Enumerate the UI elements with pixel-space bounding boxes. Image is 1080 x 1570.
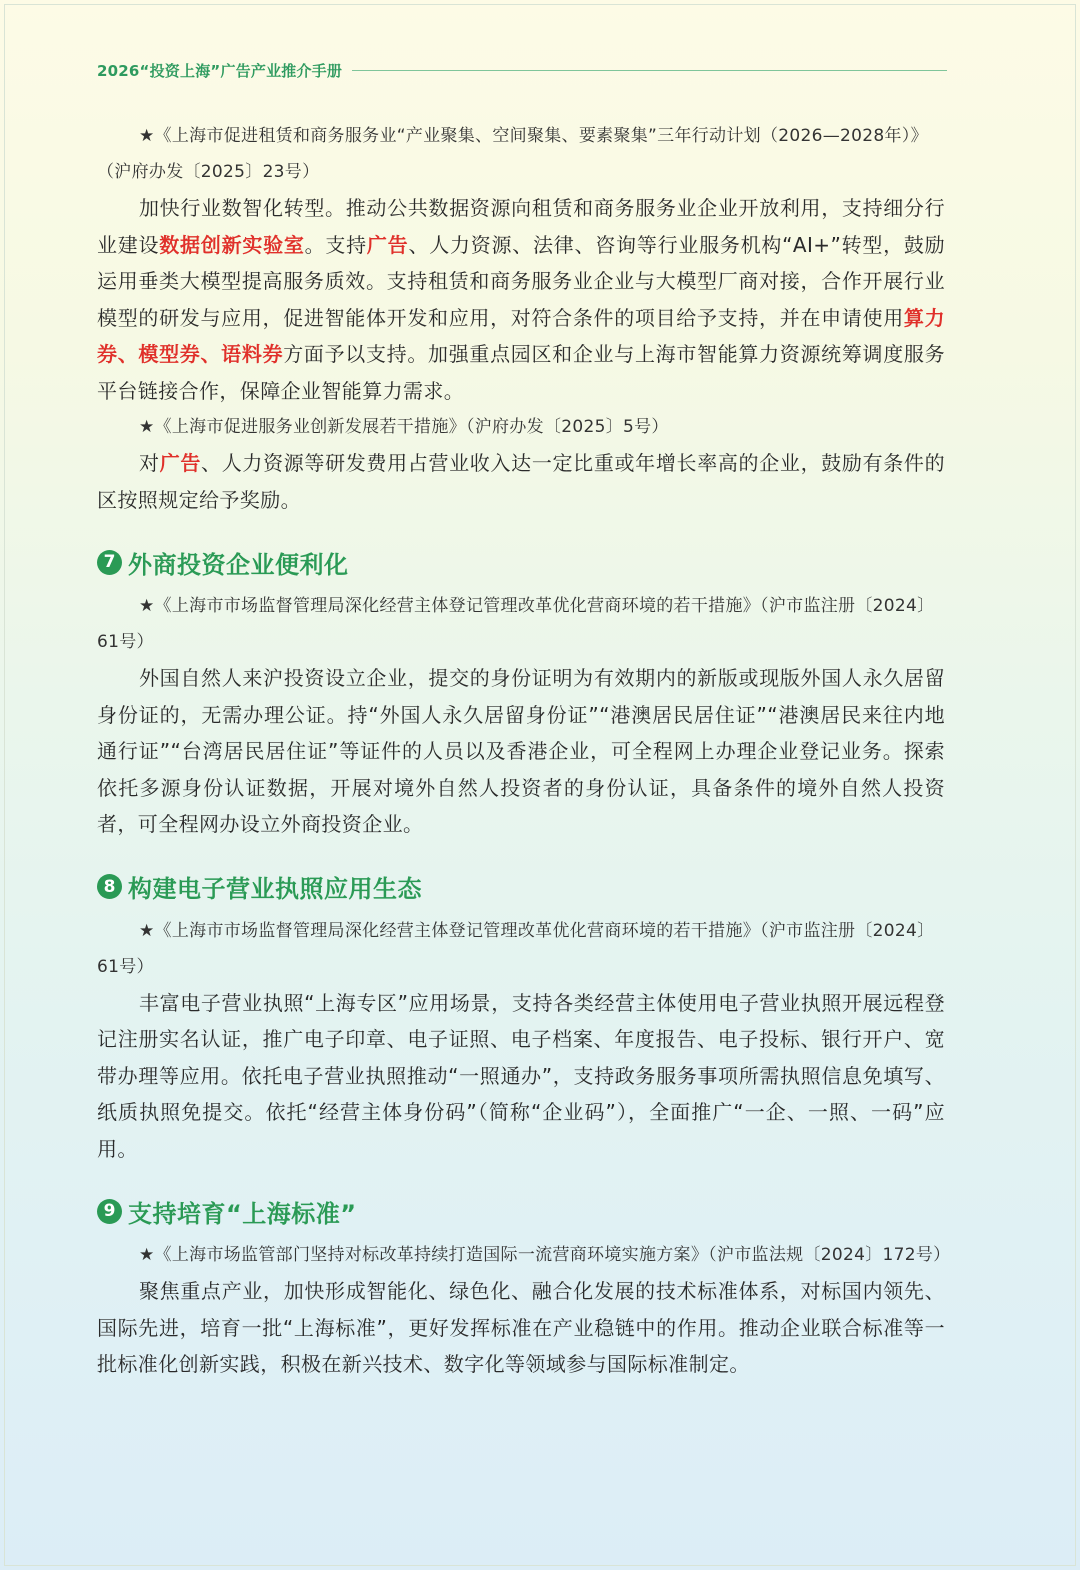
- number-badge: 8: [97, 874, 122, 899]
- highlight-text: 数据创新实验室: [159, 232, 305, 257]
- text-run: 、人力资源等研发费用占营业收入达一定比重或年增长率高的企业，鼓励有条件的区按照规定给予奖励。: [97, 451, 946, 512]
- text-run: 对: [139, 451, 160, 475]
- header-title: 2026“投资上海”广告产业推介手册: [97, 61, 343, 80]
- policy-citation: ★《上海市市场监督管理局深化经营主体登记管理改革优化营商环境的若干措施》（沪市监注册〔2024〕61号）: [97, 920, 935, 977]
- highlight-text: 算力券、模型券、语料券: [97, 305, 945, 366]
- number-badge: 9: [97, 1199, 122, 1224]
- section-heading-8: [97, 869, 945, 905]
- text-run: 、人力资源、法律、咨询等行业服务机构“AI+”转型，鼓励运用垂类大模型提高服务质效。支持租赁和商务服务业企业与大模型厂商对接，合作开展行业模型的研发与应用，促进智能体开发和应用，对符合条件的项目给予支持，并在申请使用: [97, 232, 946, 330]
- number-badge: 7: [97, 550, 122, 575]
- body-paragraph: 外国自然人来沪投资设立企业，提交的身份证明为有效期内的新版或现版外国人永久居留身份证的，无需办理公证。持“外国人永久居留身份证”“港澳居民居住证”“港澳居民来往内地通行证”“台湾居民居住证”等证件的人员以及香港企业，可全程网上办理企业登记业务。探索依托多源身份认证数据，开展对境外自然人投资者的身份认证，具备条件的境外自然人投资者，可全程网办设立外商投资企业。: [97, 666, 945, 836]
- section-heading-7: [97, 544, 945, 580]
- body-paragraph: [97, 190, 945, 409]
- header-rule: [352, 70, 947, 71]
- page-header: [97, 58, 947, 82]
- body-paragraph: 丰富电子营业执照“上海专区”应用场景，支持各类经营主体使用电子营业执照开展远程登记注册实名认证，推广电子印章、电子证照、电子档案、年度报告、电子投标、银行开户、宽带办理等应用。依托电子营业执照推动“一照通办”，支持政务服务事项所需执照信息免填写、纸质执照免提交。依托“经营主体身份码”（简称“企业码”），全面推广“一企、一照、一码”应用。: [97, 990, 945, 1161]
- main-content: [97, 118, 951, 1383]
- highlight-text: 广告: [159, 451, 202, 475]
- policy-citation: ★《上海市促进租赁和商务服务业“产业聚集、空间聚集、要素聚集”三年行动计划（2026—2028年）》（沪府办发〔2025〕23号）: [97, 126, 928, 182]
- section-heading-9: [97, 1193, 945, 1229]
- policy-citation: ★《上海市市场监督管理局深化经营主体登记管理改革优化营商环境的若干措施》（沪市监注册〔2024〕61号）: [97, 596, 935, 652]
- section-title: 支持培育“上海标准”: [128, 1199, 357, 1228]
- policy-citation: ★《上海市促进服务业创新发展若干措施》（沪府办发〔2025〕5号）: [139, 417, 669, 437]
- body-paragraph: [97, 445, 945, 518]
- body-paragraph: 聚焦重点产业，加快形成智能化、绿色化、融合化发展的技术标准体系，对标国内领先、国际先进，培育一批“上海标准”，更好发挥标准在产业稳链中的作用。推动企业联合标准等一批标准化创新实践，积极在新兴技术、数字化等领域参与国际标准制定。: [97, 1279, 945, 1376]
- policy-citation: ★《上海市场监管部门坚持对标改革持续打造国际一流营商环境实施方案》（沪市监法规〔2024〕172号）: [139, 1245, 951, 1265]
- highlight-text: 广告: [366, 232, 409, 257]
- section-title: 构建电子营业执照应用生态: [128, 875, 422, 903]
- text-run: 方面予以支持。加强重点园区和企业与上海市智能算力资源统筹调度服务平台链接合作，保障企业智能算力需求。: [97, 342, 945, 403]
- text-run: 。支持: [304, 232, 367, 257]
- section-title: 外商投资企业便利化: [128, 550, 349, 579]
- text-run: 加快行业数智化转型。推动公共数据资源向租赁和商务服务业企业开放利用，支持细分行业建设: [97, 196, 945, 257]
